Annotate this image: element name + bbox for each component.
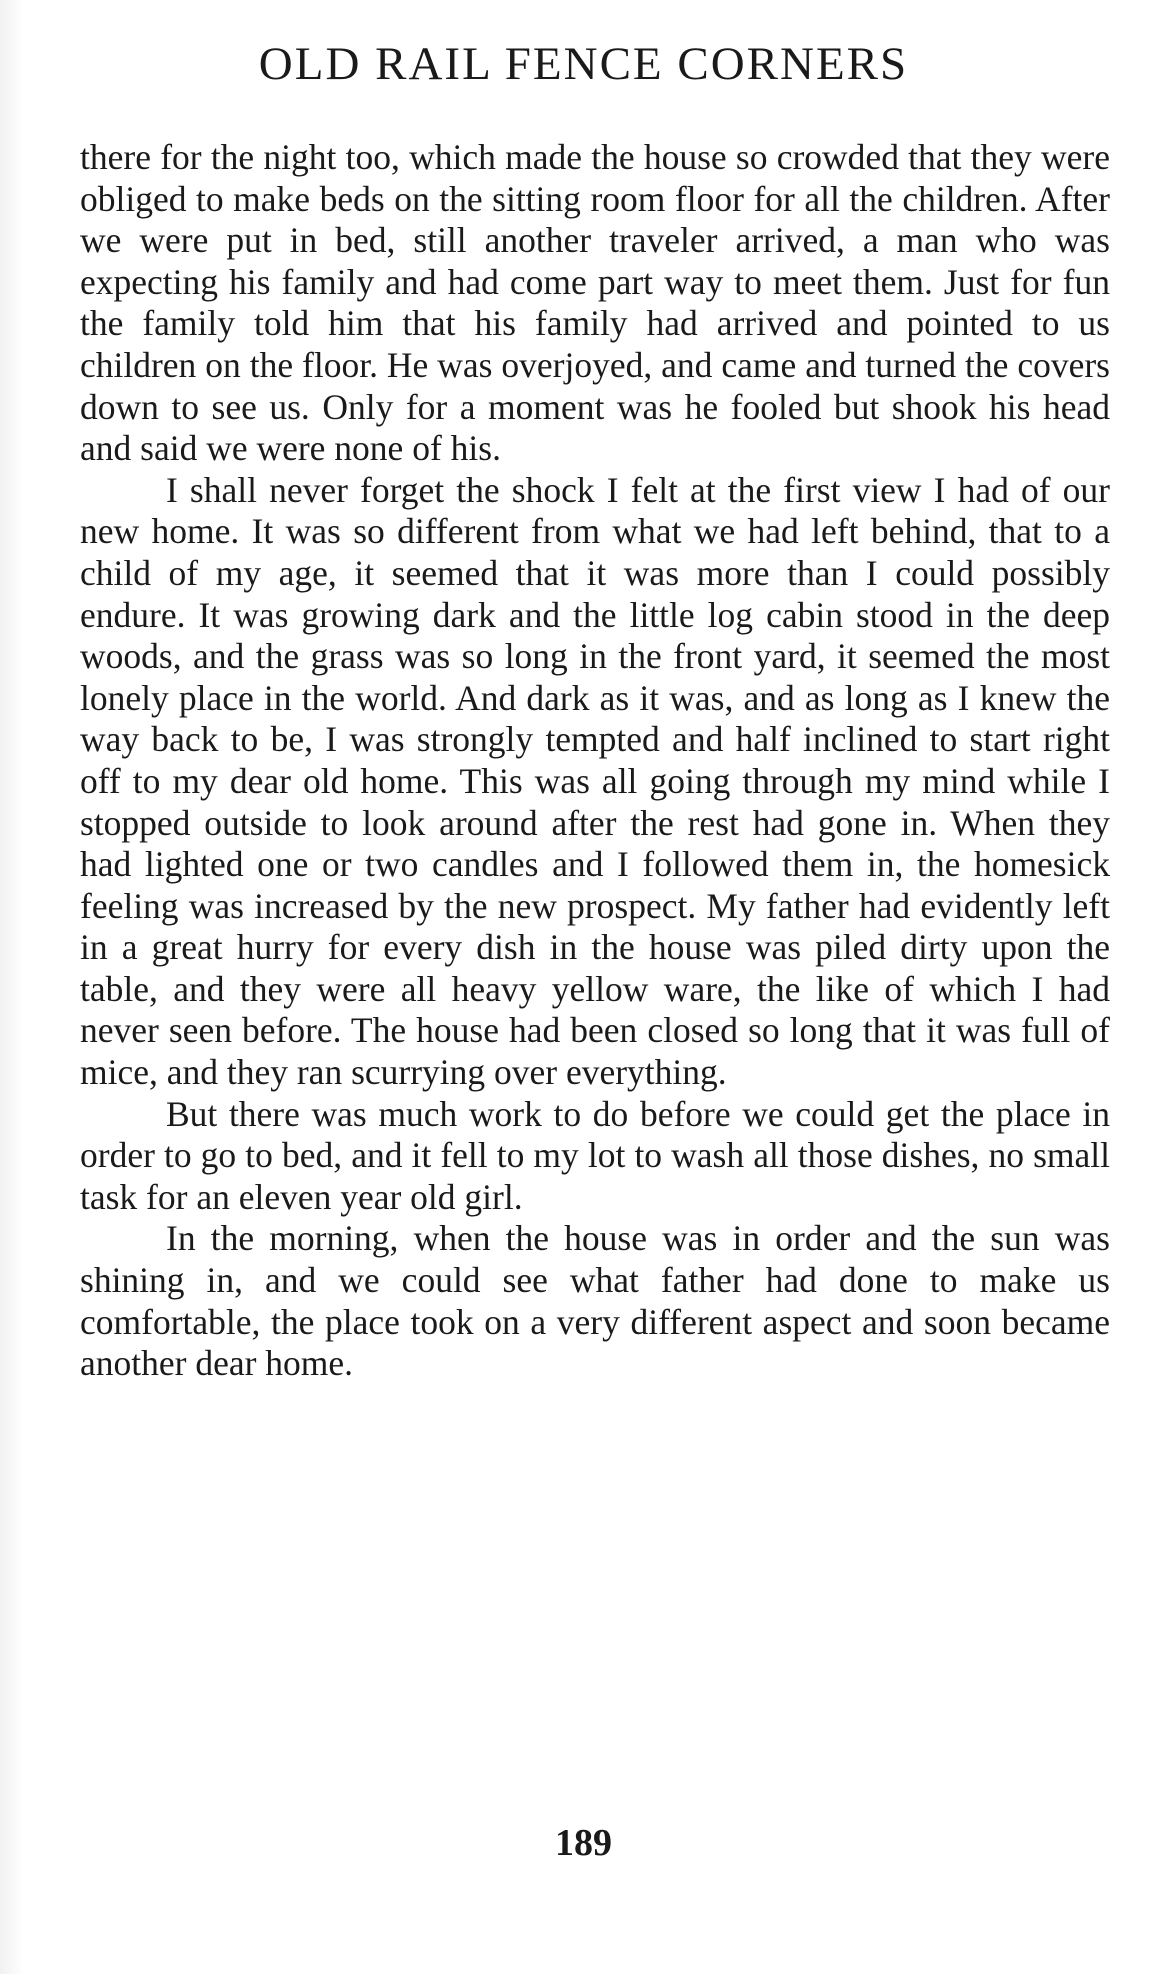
paragraph: I shall never forget the shock I felt at the first view I had of our new home. It was so different from what we had left behind, that to a child of my age, it seemed that it was more than I could possibly endure. It was growing dark and the little log cabin stood in the deep woods, and the grass was so long in the front yard, it seemed the most lonely place in the world. And dark as it was, and as long as I knew the way back to be, I was strongly tempted and half inclined to start right off to my dear old home. This was all going through my mind while I stopped outside to look around after the rest had gone in. When they had lighted one or two candles and I followed them in, the homesick feeling was increased by the new prospect. My father had evidently left in a great hurry for every dish in the house was piled dirty upon the table, and they were all heavy yellow ware, the like of which I had never seen before. The house had been closed so long that it was full of mice, and they ran scurrying over everything. (80, 469, 1110, 1093)
page-edge-shading (0, 0, 24, 1974)
body-text (80, 137, 1110, 1385)
page-number: 189 (555, 1822, 612, 1864)
running-head: OLD RAIL FENCE CORNERS (258, 38, 909, 90)
paragraph: But there was much work to do before we could get the place in order to go to bed, and it fell to my lot to wash all those dishes, no small task for an eleven year old girl. (80, 1093, 1110, 1217)
paragraph-continued: there for the night too, which made the house so crowded that they were obliged to make beds on the sitting room floor for all the children. After we were put in bed, still another traveler arrived, a man who was expecting his family and had come part way to meet them. Just for fun the family told him that his family had arrived and pointed to us children on the floor. He was overjoyed, and came and turned the covers down to see us. Only for a moment was he fooled but shook his head and said we were none of his. (80, 137, 1110, 469)
paragraph: In the morning, when the house was in order and the sun was shining in, and we could see what father had done to make us comfortable, the place took on a very different aspect and soon became another dear home. (80, 1218, 1110, 1384)
